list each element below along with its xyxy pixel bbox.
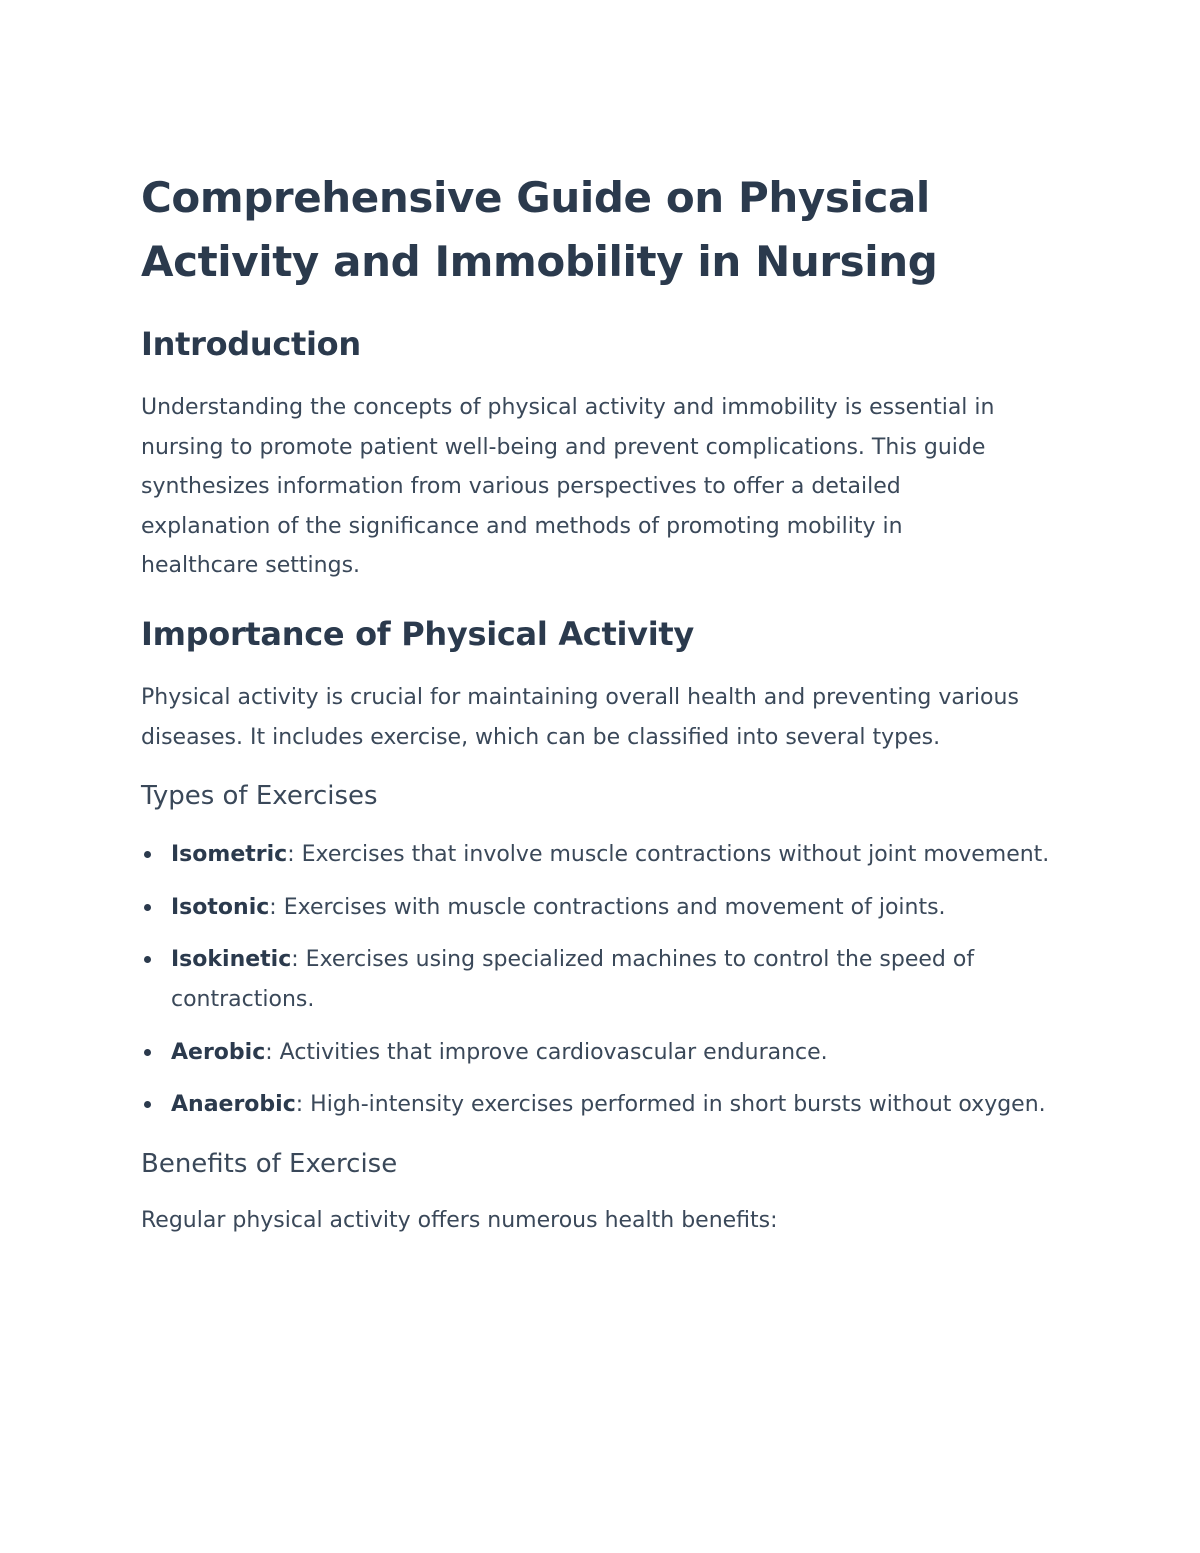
term-description: Exercises with muscle contractions and movement of joints.: [276, 894, 946, 920]
term-label: Anaerobic: [171, 1092, 296, 1118]
bullet-icon: [144, 1101, 151, 1108]
list-item-isometric: [141, 835, 1061, 875]
list-item-isokinetic: [141, 940, 1061, 1019]
term-separator: :: [287, 842, 295, 868]
term-description: Exercises using specialized machines to control the speed of contractions.: [171, 947, 975, 1012]
subheading-types-of-exercises: Types of Exercises: [141, 781, 378, 812]
term-label: Aerobic: [171, 1039, 266, 1065]
importance-paragraph: Physical activity is crucial for maintaining overall health and preventing various diseases. It includes exercise, which can be classified into several types.: [141, 684, 1019, 750]
section-heading-introduction: Introduction: [141, 325, 361, 363]
section-heading-importance: Importance of Physical Activity: [141, 614, 694, 653]
term-label: Isometric: [171, 842, 288, 868]
bullet-icon: [144, 956, 151, 963]
list-item-isotonic: [141, 888, 1061, 928]
term-description: Activities that improve cardiovascular endurance.: [272, 1039, 828, 1065]
term-description: Exercises that involve muscle contractions without joint movement.: [294, 842, 1050, 868]
bullet-icon: [144, 851, 151, 858]
introduction-paragraph: Understanding the concepts of physical activity and immobility is essential in nursing to promote patient well-being and prevent complications. This guide synthesizes information from various perspectives to offer a detailed explanation of the significance and methods of promoting mobility in healthcare settings.: [141, 395, 995, 579]
document-title: Comprehensive Guide on Physical Activity and Immobility in Nursing: [141, 173, 938, 286]
list-item-aerobic: [141, 1033, 1061, 1073]
exercise-types-list: [141, 835, 1080, 1125]
term-separator: :: [295, 1092, 304, 1118]
bullet-icon: [144, 1049, 151, 1056]
term-separator: :: [265, 1039, 273, 1065]
term-separator: :: [291, 947, 299, 973]
list-item-anaerobic: [141, 1085, 1061, 1125]
term-separator: :: [269, 894, 277, 920]
term-description: High-intensity exercises performed in short bursts without oxygen.: [303, 1092, 1046, 1118]
benefits-paragraph: Regular physical activity offers numerous health benefits:: [141, 1207, 778, 1233]
bullet-icon: [144, 904, 151, 911]
term-label: Isotonic: [171, 894, 270, 920]
subheading-benefits-of-exercise: Benefits of Exercise: [141, 1148, 398, 1179]
term-label: Isokinetic: [171, 947, 292, 973]
